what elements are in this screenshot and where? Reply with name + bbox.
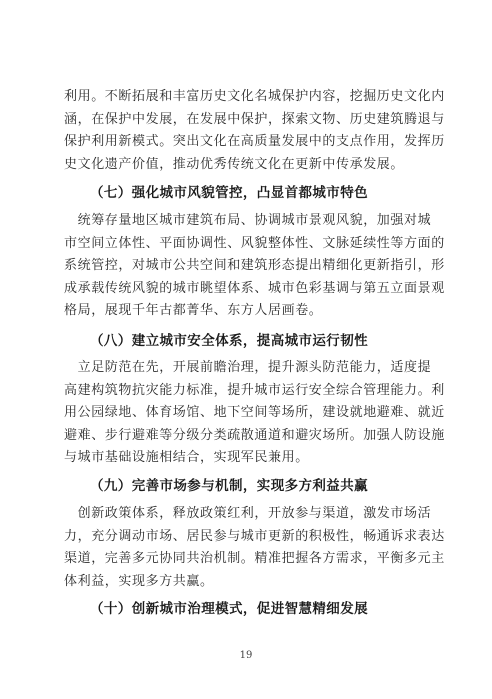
paragraph-heritage-protection [64, 86, 445, 176]
text-line: 涵，在保护中发展，在发展中保护，探索文物、历史建筑腾退与 [64, 111, 445, 127]
text-line: 格局，展现千年古都菁华、东方人居画卷。 [64, 303, 323, 318]
paragraph-cityscape-control [64, 210, 445, 323]
text-line: 系统管控，对城市公共空间和建筑形态提出精细化更新指引，形 [64, 258, 445, 273]
text-line: 创新政策体系，释放政策红利，开放参与渠道，激发市场活 [64, 506, 432, 521]
text-line: 与城市基础设施相结合，实现军民兼用。 [64, 450, 309, 465]
text-line: 市空间立体性、平面协调性、风貌整体性、文脉延续性等方面的 [64, 235, 445, 251]
text-line: 力，充分调动市场、居民参与城市更新的积极性，畅通诉求表达 [64, 528, 445, 544]
section-heading-9: （九）完善市场参与机制，实现多方利益共赢 [90, 478, 368, 494]
text-line: 避难、步行避难等分级分类疏散通道和避灾场所。加强人防设施 [64, 427, 445, 443]
paragraph-city-safety [64, 357, 445, 470]
text-line: 保护利用新模式。突出文化在高质量发展中的支点作用，发挥历 [64, 134, 445, 149]
text-line: 统筹存量地区城市建筑布局、协调城市景观风貌，加强对城 [64, 213, 432, 228]
text-line: 立足防范在先，开展前瞻治理，提升源头防范能力，适度提 [64, 360, 432, 375]
section-heading-10: （十）创新城市治理模式，促进智慧精细发展 [90, 601, 368, 617]
section-heading-7: （七）强化城市风貌管控，凸显首都城市特色 [90, 185, 368, 201]
page-number: 19 [239, 650, 253, 661]
text-line: 利用。不断拓展和丰富历史文化名城保护内容，挖掘历史文化内 [64, 89, 445, 104]
text-line: 体利益，实现多方共赢。 [64, 573, 214, 589]
text-line: 渠道，完善多元协同共治机制。精准把握各方需求，平衡多元主 [64, 551, 445, 566]
text-line: 成承载传统风貌的城市眺望体系、城市色彩基调与第五立面景观 [64, 280, 445, 296]
paragraph-market-participation [64, 503, 445, 593]
section-heading-8: （八）建立城市安全体系，提高城市运行韧性 [90, 333, 368, 349]
text-line: 用公园绿地、体育场馆、地下空间等场所，建设就地避难、就近 [64, 405, 445, 420]
text-line: 史文化遗产价值，推动优秀传统文化在更新中传承发展。 [64, 156, 405, 172]
text-line: 高建构筑物抗灾能力标准，提升城市运行安全综合管理能力。利 [64, 382, 445, 398]
